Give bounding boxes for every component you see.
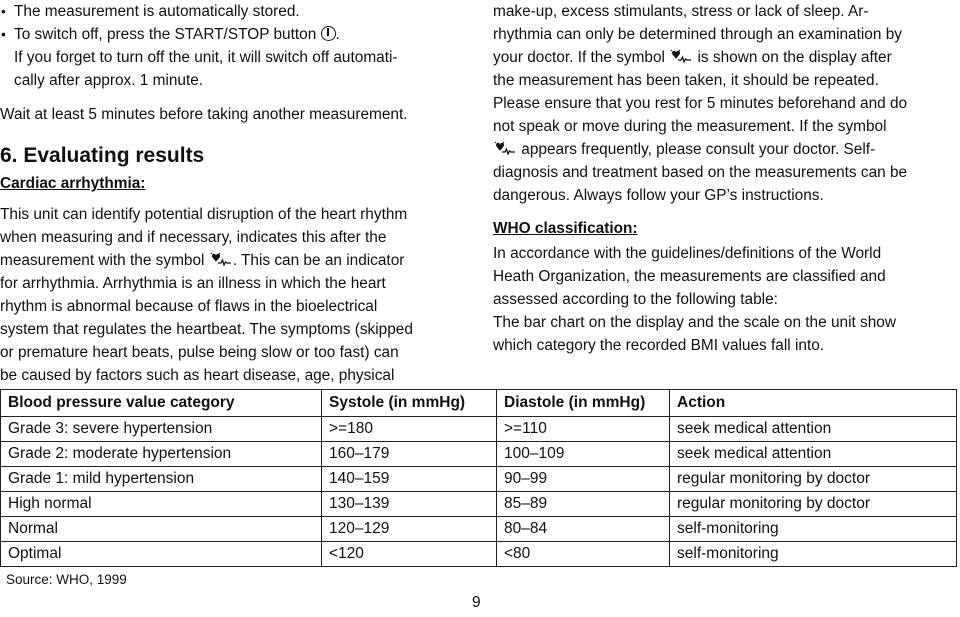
header-category: Blood pressure value category bbox=[1, 390, 322, 417]
arrhythmia-heart-icon bbox=[669, 49, 693, 63]
table-row: Grade 3: severe hypertension >=180 >=110 seek medical attention bbox=[1, 417, 957, 442]
source-note: Source: WHO, 1999 bbox=[6, 572, 127, 587]
who-classification-table bbox=[0, 389, 957, 567]
header-systole: Systole (in mmHg) bbox=[322, 390, 497, 417]
header-action: Action bbox=[670, 390, 957, 417]
table-row: Grade 2: moderate hypertension 160–179 100–109 seek medical attention bbox=[1, 442, 957, 467]
right-column: make-up, excess stimulants, stress or lack of sleep. Ar- rhythmia can only be determined through an examination by your doctor. If the symbol is shown on the display after the measurement has been taken, it should be repeated. Please ensure that you rest for 5 minutes beforehand and do not speak or move during the measurement. If the symbol appears frequently, please consult your doctor. Self- diagnosis and treatment based on the measurements can be dangerous. Always follow your GP’s instructions. WHO classification: In accordance with the guidelines/definitions of the World Heath Organization, the measurements are classified and assessed according to the following table: The bar chart on the display and the scale on the unit show which category the recorded BMI values fall into. bbox=[493, 0, 960, 357]
left-column bbox=[0, 0, 472, 387]
table-row: Optimal <120 <80 self-monitoring bbox=[1, 542, 957, 567]
header-diastole: Diastole (in mmHg) bbox=[497, 390, 670, 417]
who-classification-title: WHO classification: bbox=[493, 220, 638, 237]
table-header-row bbox=[1, 390, 957, 417]
power-button-icon bbox=[321, 26, 336, 41]
table-row: Normal 120–129 80–84 self-monitoring bbox=[1, 517, 957, 542]
section-title: 6. Evaluating results bbox=[0, 144, 205, 167]
auto-off-line2: cally after approx. 1 minute. bbox=[14, 72, 204, 89]
table-row: High normal 130–139 85–89 regular monitoring by doctor bbox=[1, 492, 957, 517]
subsection-title: Cardiac arrhythmia: bbox=[0, 175, 146, 192]
arrhythmia-paragraph: This unit can identify potential disruption of the heart rhythm when measuring and if necessary, indicates this after the measurement with the symbol . This can be an indicator for arrhythmia. Arrhythmia is an illness in which the heart rhythm is abnormal because of flaws in the bioelectrical system that regulates the heartbeat. The symptoms (skipped or premature heart beats, pulse being slow or too fast) can be caused by factors such as heart disease, age, physical bbox=[0, 206, 413, 384]
bullet-stored: • The measurement is automatically stored. bbox=[0, 0, 472, 23]
page-number: 9 bbox=[472, 594, 481, 611]
auto-off-line1: If you forget to turn off the unit, it will switch off automati- bbox=[14, 49, 398, 66]
arrhythmia-heart-icon bbox=[493, 141, 517, 155]
wait-instruction: Wait at least 5 minutes before taking another measurement. bbox=[0, 106, 408, 123]
arrhythmia-heart-icon bbox=[209, 252, 233, 266]
table-row: Grade 1: mild hypertension 140–159 90–99 regular monitoring by doctor bbox=[1, 467, 957, 492]
bullet-switch-off: • To switch off, press the START/STOP button . bbox=[0, 23, 472, 46]
